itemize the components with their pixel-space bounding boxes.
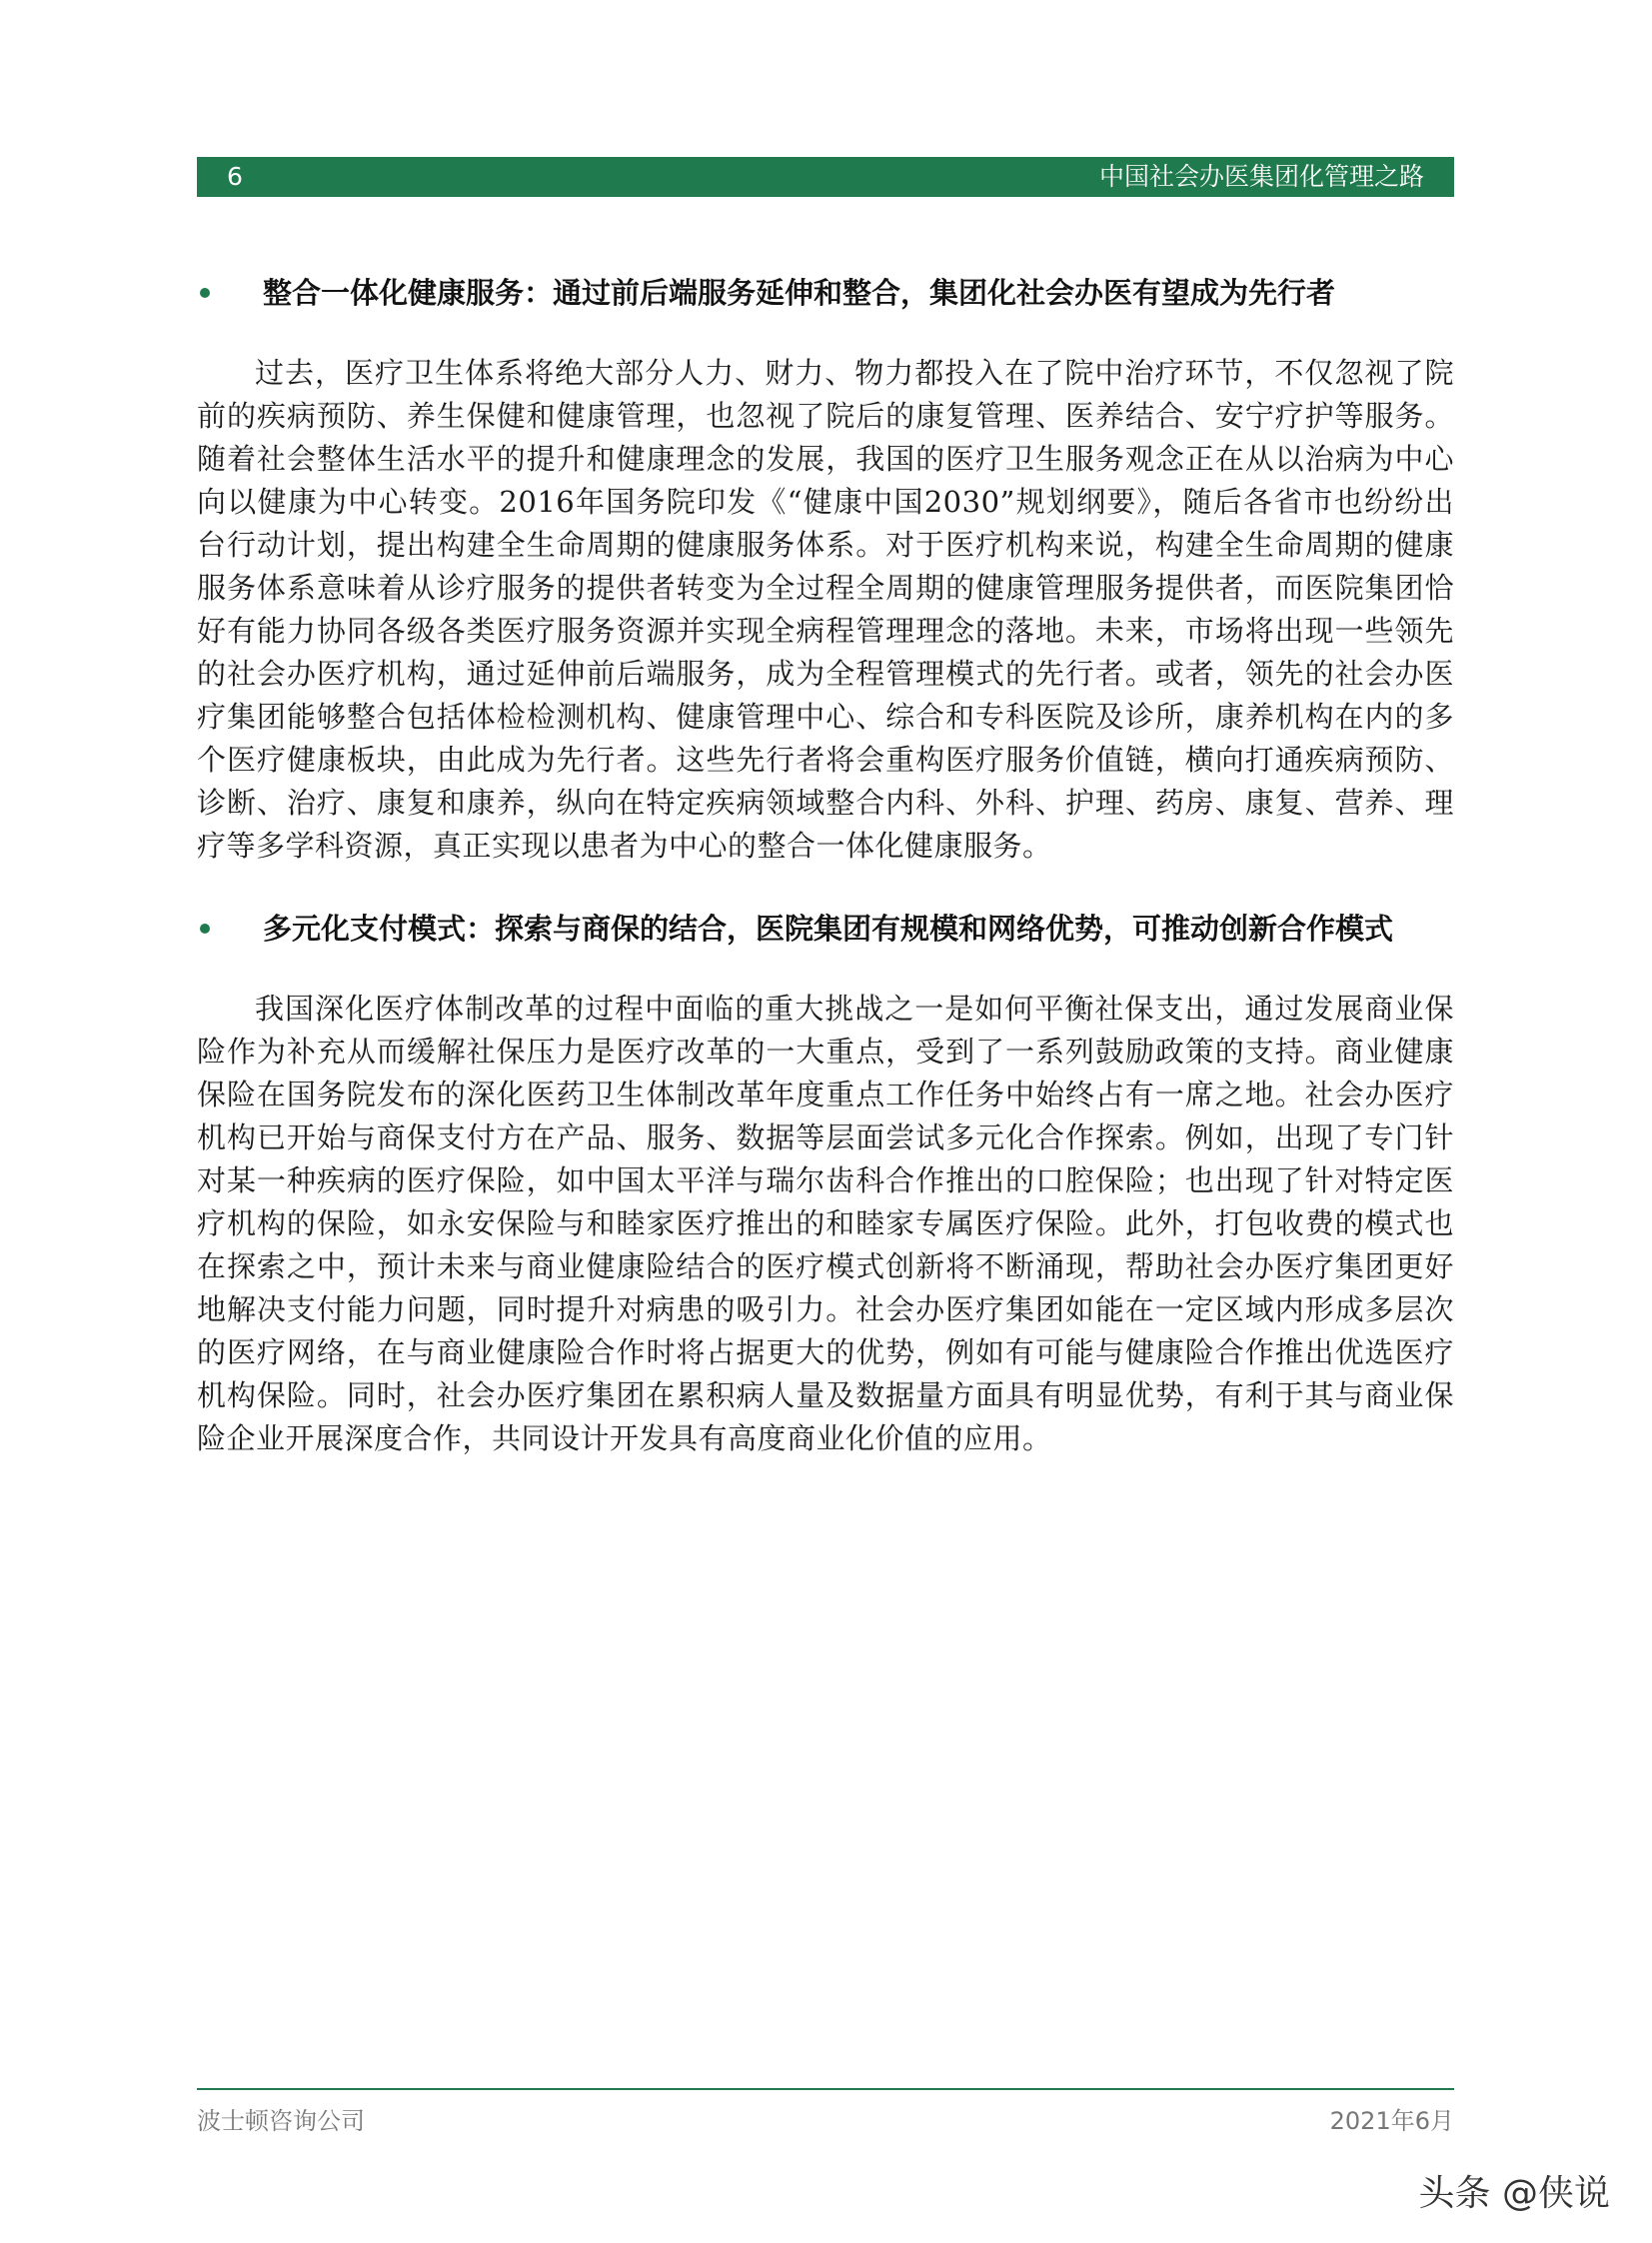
section-paragraph-integrated-health-services: 过去，医疗卫生体系将绝大部分人力、财力、物力都投入在了院中治疗环节，不仅忽视了院前的疾病预防、养生保健和健康管理，也忽视了院后的康复管理、医养结合、安宁疗护等服务。随着社会整体生活水平的提升和健康理念的发展，我国的医疗卫生服务观念正在从以治病为中心向以健康为中心转变。2016年国务院印发《“健康中国2030”规划纲要》，随后各省市也纷纷出台行动计划，提出构建全生命周期的健康服务体系。对于医疗机构来说，构建全生命周期的健康服务体系意味着从诊疗服务的提供者转变为全过程全周期的健康管理服务提供者，而医院集团恰好有能力协同各级各类医疗服务资源并实现全病程管理理念的落地。未来，市场将出现一些领先的社会办医疗机构，通过延伸前后端服务，成为全程管理模式的先行者。或者，领先的社会办医疗集团能够整合包括体检检测机构、健康管理中心、综合和专科医院及诊所，康养机构在内的多个医疗健康板块，由此成为先行者。这些先行者将会重构医疗服务价值链，横向打通疾病预防、诊断、治疗、康复和康养，纵向在特定疾病领域整合内科、外科、护理、药房、康复、营养、理疗等多学科资源，真正实现以患者为中心的整合一体化健康服务。 [197,356,1454,863]
bullet-icon [200,288,210,298]
watermark: 头条 @侠说 [1418,2173,1610,2214]
report-title: 中国社会办医集团化管理之路 [1098,162,1424,191]
footer-date: 2021年6月 [1329,2107,1454,2135]
section-paragraph-diversified-payment: 我国深化医疗体制改革的过程中面临的重大挑战之一是如何平衡社保支出，通过发展商业保险作为补充从而缓解社保压力是医疗改革的一大重点，受到了一系列鼓励政策的支持。商业健康保险在国务院发布的深化医药卫生体制改革年度重点工作任务中始终占有一席之地。社会办医疗机构已开始与商保支付方在产品、服务、数据等层面尝试多元化合作探索。例如，出现了专门针对某一种疾病的医疗保险，如中国太平洋与瑞尔齿科合作推出的口腔保险；也出现了针对特定医疗机构的保险，如永安保险与和睦家医疗推出的和睦家专属医疗保险。此外，打包收费的模式也在探索之中，预计未来与商业健康险结合的医疗模式创新将不断涌现，帮助社会办医疗集团更好地解决支付能力问题，同时提升对病患的吸引力。社会办医疗集团如能在一定区域内形成多层次的医疗网络，在与商业健康险合作时将占据更大的优势，例如有可能与健康险合作推出优选医疗机构保险。同时，社会办医疗集团在累积病人量及数据量方面具有明显优势，有利于其与商业保险企业开展深度合作，共同设计开发具有高度商业化价值的应用。 [197,992,1454,1455]
header-bar [197,157,1454,197]
main-content [197,272,1454,1460]
section-heading-diversified-payment [197,908,1454,951]
section-heading-text: 多元化支付模式：探索与商保的结合，医院集团有规模和网络优势，可推动创新合作模式 [263,912,1394,946]
footer-company: 波士顿咨询公司 [197,2107,365,2135]
bullet-icon [200,924,210,934]
footer-divider [197,2088,1454,2090]
page-number: 6 [227,162,243,191]
section-heading-integrated-health-services [197,272,1454,315]
section-heading-text: 整合一体化健康服务：通过前后端服务延伸和整合，集团化社会办医有望成为先行者 [263,276,1336,310]
